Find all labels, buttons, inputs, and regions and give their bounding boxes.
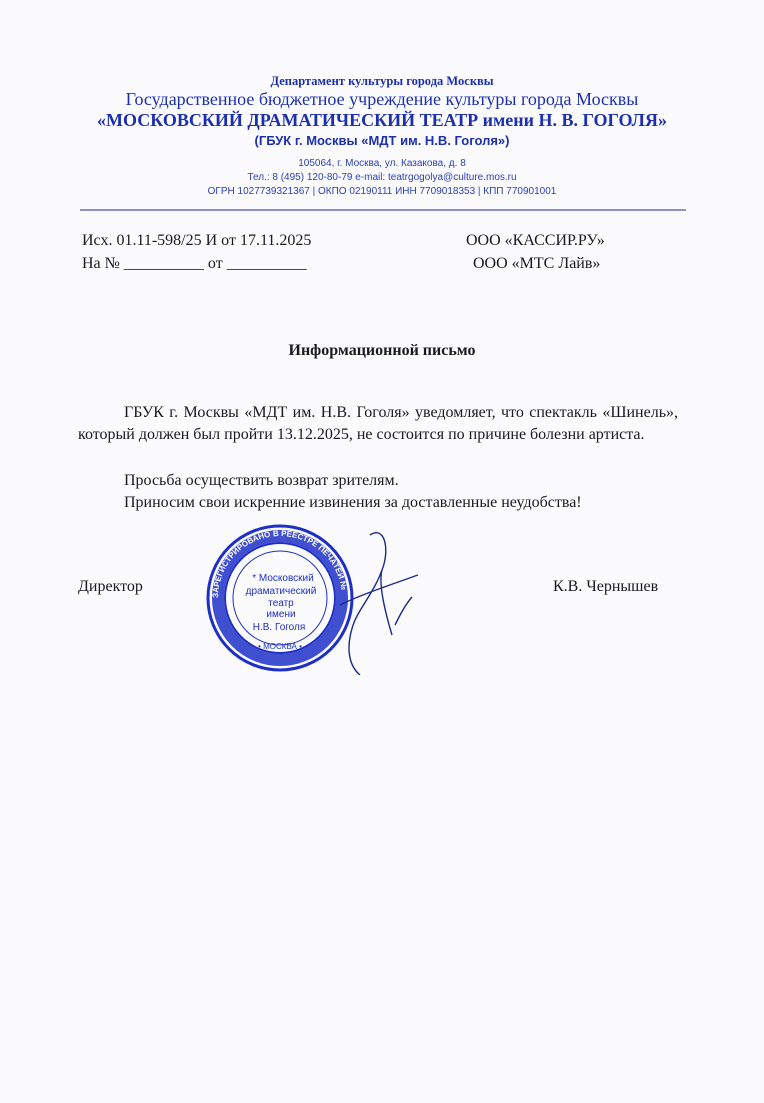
theatre-abbreviation: (ГБУК г. Москвы «МДТ им. Н.В. Гоголя») [254, 133, 510, 148]
letter-paragraph: Просьба осуществить возврат зрителям. [124, 472, 399, 489]
theatre-name: «МОСКОВСКИЙ ДРАМАТИЧЕСКИЙ ТЕАТР имени Н. В. ГОГОЛЯ» [97, 110, 667, 130]
handwritten-signature [300, 525, 430, 675]
contacts: Тел.: 8 (495) 120-80-79 e-mail: teatrgogolya@culture.mos.ru [247, 172, 517, 183]
outgoing-reference: Исх. 01.11-598/25 И от 17.11.2025 [82, 232, 312, 249]
recipient: ООО «КАССИР.РУ» [466, 232, 605, 249]
organization-name: Государственное бюджетное учреждение культуры города Москвы [125, 89, 639, 109]
signer-position: Директор [78, 578, 143, 595]
stamp-text: драматический [245, 586, 317, 597]
letter-paragraph: ГБУК г. Москвы «МДТ им. Н.В. Гоголя» уведомляет, что спектакль «Шинель», который должен был пройти 13.12.2025, не состоится по причине болезни артиста. [78, 404, 678, 443]
department-name: Департамент культуры города Москвы [270, 74, 494, 88]
registration-codes: ОГРН 1027739321367 | ОКПО 02190111 ИНН 7709018353 | КПП 770901001 [207, 186, 557, 197]
stamp-bottom-text: • МОСКВА • [258, 642, 302, 651]
stamp-text: театр [268, 598, 294, 609]
signer-name: К.В. Чернышев [553, 578, 659, 595]
incoming-reference: На № __________ от __________ [82, 255, 307, 272]
letterhead-divider [80, 209, 686, 211]
stamp-text: Н.В. Гоголя [252, 622, 306, 633]
stamp-text: имени [266, 609, 296, 620]
recipient: ООО «МТС Лайв» [473, 255, 601, 272]
stamp-ring-text: ЗАРЕГИСТРИРОВАНО В РЕЕСТРЕ ПЕЧАТЕЙ № [210, 528, 349, 599]
letter-paragraph: Приносим свои искренние извинения за доставленные неудобства! [124, 494, 582, 511]
letter-title: Информационной письмо [288, 342, 476, 359]
address: 105064, г. Москва, ул. Казакова, д. 8 [298, 158, 466, 169]
stamp-text: * Московский [252, 573, 314, 584]
